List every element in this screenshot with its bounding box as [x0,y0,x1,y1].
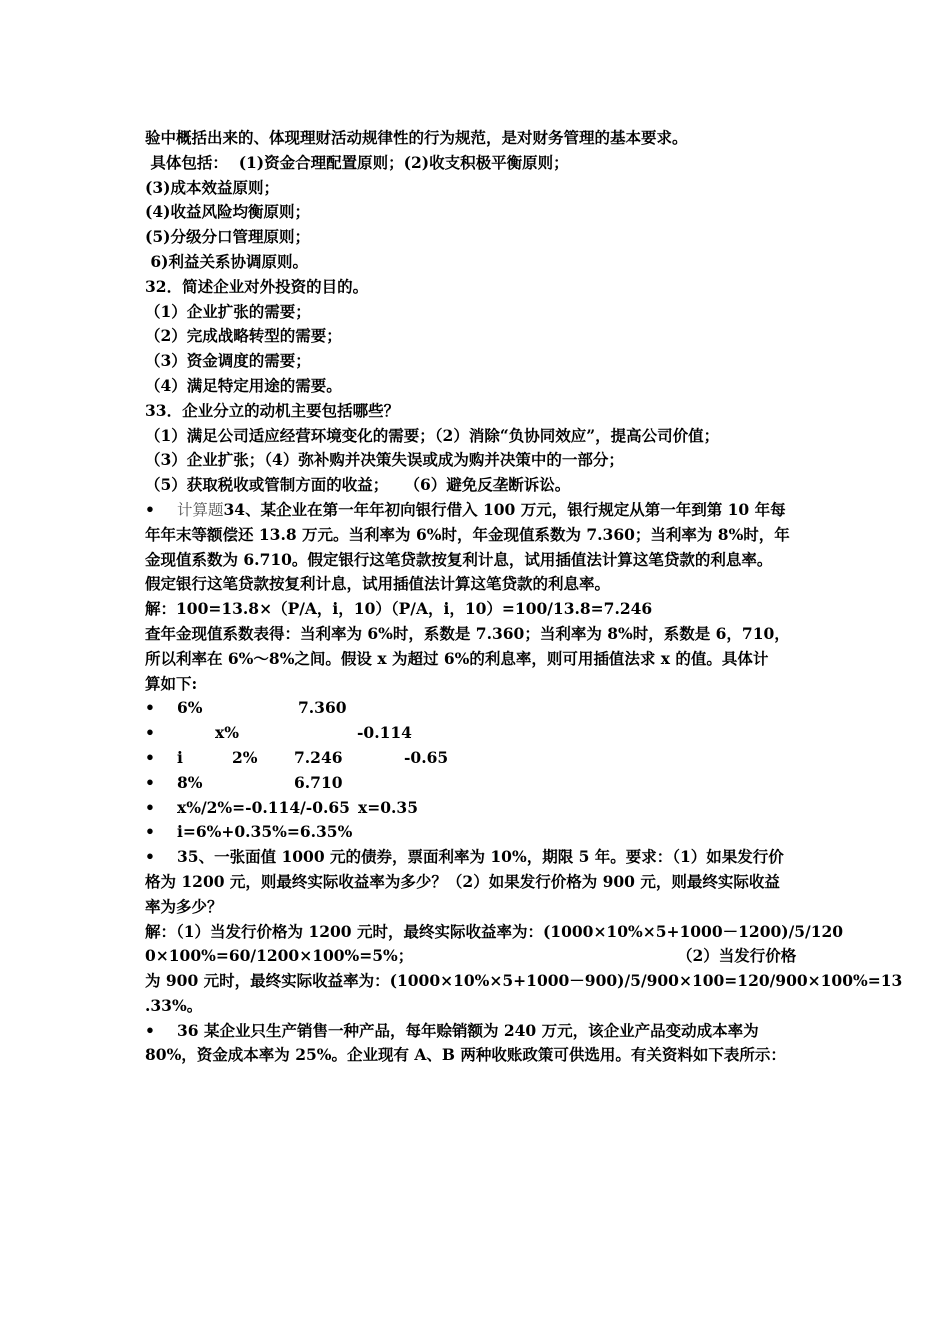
calc-cell: -0.114 [357,723,412,743]
text-line [145,944,815,969]
text-line: 率为多少？ [145,896,223,916]
q34-text: 34、某企业在第一年年初向银行借入 100 万元，银行规定从第一年到第 10 年每 [223,499,786,519]
q35-line [145,845,815,870]
bullet-icon: • [145,499,155,519]
text-line: 所以利率在 6%～8%之间。假设 x 为超过 6%的利息率，则可用插值法求 x 的值。具体计 [145,648,769,668]
calc-cell: 6.710 [294,772,343,792]
text-line: 具体包括： (1)资金合理配置原则；(2)收支积极平衡原则； [145,152,569,172]
bullet-icon: • [145,698,155,718]
text-line: 6)利益关系协调原则。 [145,251,309,271]
bullet-icon: • [145,797,155,817]
document-page [145,126,903,1068]
text-line: （1）企业扩张的需要； [145,301,311,321]
q36-text: 36 某企业只生产销售一种产品，每年赊销额为 240 万元，该企业产品变动成本率为 [177,1020,759,1040]
text-fragment: （2）当发行价格 [677,946,797,966]
calc-cell: 2% [232,747,258,767]
text-line: 年年末等额偿还 13.8 万元。当利率为 6%时，年金现值系数为 7.360；当利率为 8%时，年 [145,524,790,544]
calc-cell: -0.65 [404,747,449,767]
calc-cell: x% [215,723,239,743]
text-line: 为 900 元时，最终实际收益率为：(1000×10%×5+1000－900)/5/900×100=120/900×100%=13 [145,971,903,991]
calc-cell: x=0.35 [358,797,418,817]
calc-cell: 7.246 [294,747,343,767]
text-line: 80%，资金成本率为 25%。企业现有 A、B 两种收账政策可供选用。有关资料如下表所示： [145,1045,786,1065]
bullet-icon: • [145,822,155,842]
text-line: .33%。 [145,995,203,1015]
q35-text: 35、一张面值 1000 元的债券，票面利率为 10%，期限 5 年。要求：（1）如果发行价 [177,847,784,867]
text-line: （3）资金调度的需要； [145,351,311,371]
text-line: 假定银行这笔贷款按复利计息，试用插值法计算这笔贷款的利息率。 [145,574,611,594]
text-line: （3）企业扩张；（4）弥补购并决策失误或成为购并决策中的一部分； [145,450,624,470]
q34-line [145,498,815,523]
text-line: (3)成本效益原则； [145,177,279,197]
text-line: （2）完成战略转型的需要； [145,326,342,346]
text-line: 金现值系数为 6.710。假定银行这笔贷款按复利计息，试用插值法计算这笔贷款的利息率。 [145,549,773,569]
bullet-icon: • [145,772,155,792]
calc-cell: 8% [177,772,203,792]
solution-line: 解：100=13.8×（P/A，i，10）（P/A，i，10）=100/13.8=7.246 [145,599,653,619]
q36-line [145,1019,815,1044]
text-line: (5)分级分口管理原则； [145,227,310,247]
bullet-icon: • [145,847,155,867]
text-line: 算如下: [145,673,198,693]
text-line: (4)收益风险均衡原则； [145,202,310,222]
calc-cell: i [177,747,183,767]
bullet-icon: • [145,1020,155,1040]
bullet-icon: • [145,723,155,743]
text-line: 验中概括出来的、体现理财活动规律性的行为规范，是对财务管理的基本要求。 [145,128,688,147]
calc-row [145,820,815,845]
bullet-icon: • [145,747,155,767]
question-heading: 33．企业分立的动机主要包括哪些？ [145,400,400,420]
q34-label: 计算题 [177,500,224,519]
question-heading: 32．简述企业对外投资的目的。 [145,276,369,296]
solution-line: 解：（1）当发行价格为 1200 元时，最终实际收益率为：(1000×10%×5+1000－1200)/5/120 [145,921,844,941]
calc-cell: i=6%+0.35%=6.35% [177,822,353,842]
calc-row [145,771,815,796]
calc-cell: 6% [177,698,203,718]
calc-row [145,721,815,746]
text-line: （5）获取税收或管制方面的收益； （6）避免反垄断诉讼。 [145,475,571,495]
text-line: 查年金现值系数表得：当利率为 6%时，系数是 7.360；当利率为 8%时，系数是 6，710， [145,623,790,643]
text-line: 格为 1200 元，则最终实际收益率为多少？（2）如果发行价格为 900 元，则最终实际收益 [145,871,780,891]
text-line: （1）满足公司适应经营环境变化的需要；（2）消除“负协同效应”，提高公司价值； [145,425,720,445]
calc-cell: 7.360 [298,698,347,718]
calc-row [145,746,815,771]
calc-row [145,796,815,821]
text-line: （4）满足特定用途的需要。 [145,375,342,395]
text-fragment: 0×100%=60/1200×100%=5%； [145,946,414,966]
calc-cell: x%/2%=-0.114/-0.65 [177,797,350,817]
calc-row [145,696,815,721]
